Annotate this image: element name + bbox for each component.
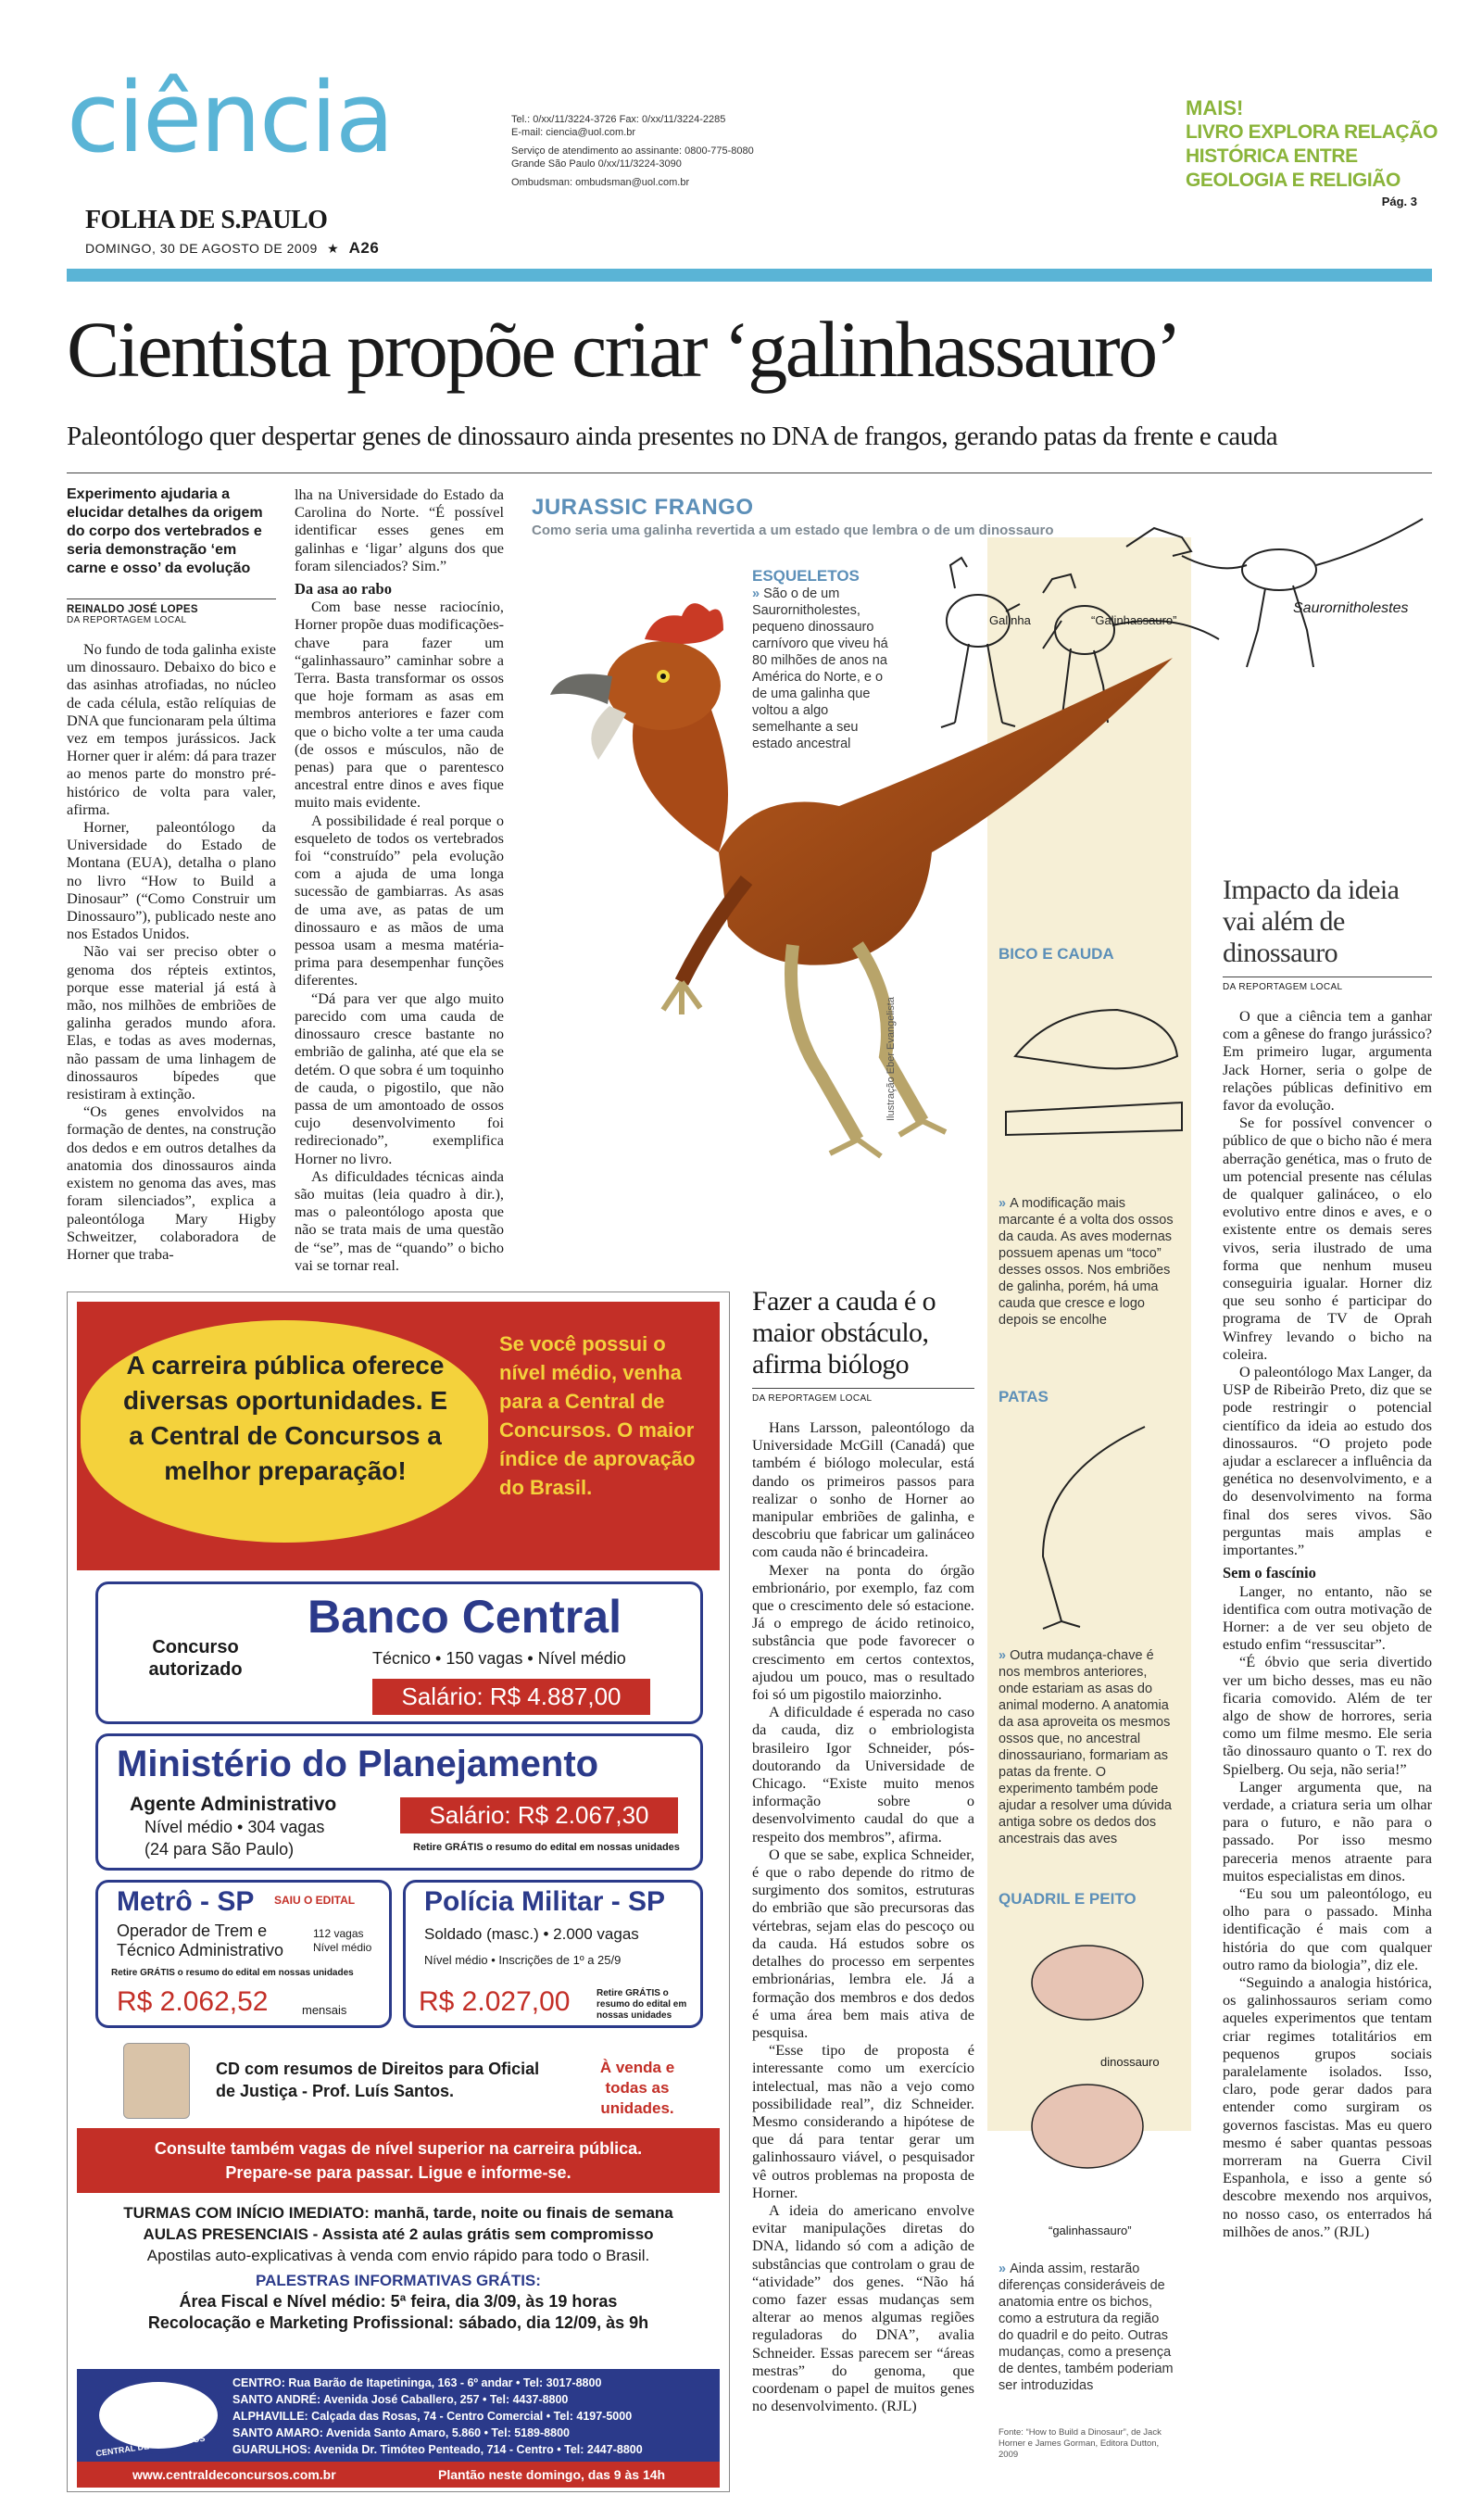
apostilas-text: Apostilas auto-explicativas à venda com envio rápido para todo o Brasil. bbox=[146, 2247, 650, 2264]
logo-text: CENTRAL DE CONCURSOS bbox=[94, 2433, 206, 2459]
avatar bbox=[123, 2043, 190, 2119]
bico-heading: BICO E CAUDA bbox=[998, 945, 1114, 963]
mp-note: Retire GRÁTIS o resumo do edital em nossas unidades bbox=[413, 1842, 680, 1853]
right-article-title: Impacto da ideia vai além de dinossauro bbox=[1223, 875, 1400, 968]
metro-title: Metrô - SP bbox=[117, 1886, 255, 1917]
paragraph: Langer argumenta que, na verdade, a criatura seria um olhar para o futuro, e não para o passado. Por isso mesmo pareceria menos atraente para muitos especialistas em dinos. bbox=[1223, 1777, 1432, 1884]
paragraph: Mexer na ponta do órgão embrionário, por exemplo, faz com que o crescimento dele só estacione. Já o emprego de ácido retinoico, substância que pode favorecer o crescimento em certos contextos, ajudou um pouco, mas o resultado foi só um pigostilo maiorzinho. bbox=[752, 1560, 974, 1704]
patas-text-body: Outra mudança-chave é nos membros anteriores, onde estariam as asas do animal moderno. A anatomia da asa aproveita os mesmos ossos que, no ancestral dinossauriano, formariam as patas da frente. O experimento também pode ajudar a resolver uma dúvida antiga sobre os dedos dos ancestrais das aves bbox=[998, 1648, 1172, 1846]
right-article bbox=[1223, 875, 1432, 2240]
mp-salary: Salário: R$ 2.067,30 bbox=[400, 1797, 678, 1833]
contact-email[interactable]: E-mail: ciencia@uol.com.br bbox=[511, 127, 636, 138]
paragraph: “Os genes envolvidos na formação de dentes, na construção dos dedos e em outros detalhes da anatomia dos dinossauros ainda existem no genoma das aves, mas foram silenciados”, explica a paleontóloga Mary Higby Schweitzer, colaboradora de Horner que traba- bbox=[67, 1102, 276, 1263]
bc-sub: Técnico • 150 vagas • Nível médio bbox=[372, 1649, 626, 1668]
ad-bubble-text: A carreira pública oferece diversas oportunidades. E a Central de Concursos a melhor preparação! bbox=[122, 1351, 448, 1485]
cd-badge: À venda e todas as unidades. bbox=[599, 2059, 675, 2117]
pm-note: Retire GRÁTIS o resumo do edital em nossas unidades bbox=[597, 1988, 687, 2021]
pm-salary: R$ 2.027,00 bbox=[419, 1986, 571, 2017]
teaser-kicker: MAIS! bbox=[1186, 96, 1244, 120]
ad-metro[interactable] bbox=[95, 1880, 392, 2028]
label-galinhassauro2: “galinhassauro” bbox=[1049, 2224, 1132, 2237]
page-number: A26 bbox=[348, 239, 380, 257]
headline-rule bbox=[67, 472, 1432, 473]
paragraph: O que se sabe, explica Schneider, é que o rabo depende do ritmo de surgimento dos somitos, estruturas do embrião que são precursoras das vértebras, sejam elas do pescoço ou da cauda. Há estudos sobre os detalhes do processo em serpentes embrionárias, lembra ele. Já a formação dos membros e dos dedos é uma área bem mais ativa de pesquisa. bbox=[752, 1845, 974, 2041]
byline: REINALDO JOSÉ LOPES bbox=[67, 598, 276, 615]
quadril-text-body: Ainda assim, restarão diferenças consideráveis de anatomia entre os bichos, como a estrutura da região do quadril e do peito. Outras mudanças, como a presença de dentes, também poderiam ser introduzidas bbox=[998, 2262, 1174, 2393]
bc-salary: Salário: R$ 4.887,00 bbox=[372, 1679, 650, 1715]
label-galinhassauro: “Galinhassauro” bbox=[1091, 613, 1177, 627]
main-article-col2 bbox=[295, 485, 504, 1274]
side-article-body bbox=[752, 1418, 974, 2414]
mp-role: Agente Administrativo bbox=[130, 1794, 337, 1815]
cd-text: CD com resumos de Direitos para Oficial de Justiça - Prof. Luís Santos. bbox=[216, 2060, 540, 2100]
address-item: SANTO ANDRÉ: Avenida José Caballero, 257 • Tel: 4437-8800 bbox=[232, 2393, 569, 2406]
main-article-col1 bbox=[67, 485, 276, 1263]
ad-band bbox=[77, 2128, 720, 2193]
teaser-page: Pág. 3 bbox=[1381, 195, 1417, 208]
paragraph: Horner, paleontólogo da Universidade do Estado de Montana (EUA), detalha o plano no livro “How to Build a Dinosaur” (“Como Construir um Dinossauro”), publicado neste ano nos Estados Unidos. bbox=[67, 818, 276, 943]
skeleton-text-body: São o de um Saurornitholestes, pequeno dinossauro carnívoro que viveu há 80 milhões de anos na América do Norte, e o de uma galinha que voltou a algo semelhante a seu estado ancestral bbox=[752, 586, 888, 751]
section-title: ciência bbox=[67, 61, 393, 174]
address-item: ALPHAVILLE: Calçada das Rosas, 74 - Centro Comercial • Tel: 4197-5000 bbox=[232, 2410, 633, 2423]
contact-phone: Tel.: 0/xx/11/3224-3726 Fax: 0/xx/11/3224-2285 bbox=[511, 114, 726, 125]
paragraph: “Dá para ver que algo muito parecido com uma cauda de dinossauro cresce bastante no embrião de galinha, até que ela se detém. O que sobra é um toquinho de cauda, o pigostilo, que não passa de um amontoado de ossos cujo desenvolvimento foi redirecionado”, exemplifica Horner no livro. bbox=[295, 989, 504, 1167]
metro-badge: SAIU O EDITAL bbox=[274, 1894, 356, 1907]
contact-subscriber: Serviço de atendimento ao assinante: 0800-775-8080 bbox=[511, 145, 754, 157]
paragraph: Não vai ser preciso obter o genoma dos répteis extintos, porque esse material já está à mão, nos milhões de embriões de galinha gerados mundo afora. Elas, e todas as aves modernas, não passam de uma linhagem de dinossauros bípedes que resistiram à extinção. bbox=[67, 942, 276, 1103]
address-item: SANTO AMARO: Avenida Santo Amaro, 5.860 • Tel: 5189-8800 bbox=[232, 2426, 570, 2439]
band-line2: Prepare-se para passar. Ligue e informe-se. bbox=[225, 2163, 571, 2182]
pm-title: Polícia Militar - SP bbox=[424, 1886, 666, 1917]
article-deck: Experimento ajudaria a elucidar detalhes da origem do corpo dos vertebrados e seria demonstração ‘em carne e osso’ da evolução bbox=[67, 486, 263, 576]
address-list bbox=[232, 2375, 714, 2458]
pm-sub: Nível médio • Inscrições de 1º a 25/9 bbox=[424, 1953, 622, 1967]
pm-role: Soldado (masc.) • 2.000 vagas bbox=[424, 1925, 639, 1943]
paragraph: “Eu sou um paleontólogo, eu olho para o passado. Minha identificação é mais com a história do que com qualquer outro ramo da biologia”, diz ele. bbox=[1223, 1884, 1432, 1973]
newspaper-logo: FOLHA DE S.PAULO bbox=[85, 206, 328, 234]
paragraph: “É óbvio que seria divertido ver um bicho desses, mas eu não ficaria comovido. Além de ter algo de show de horrores, seria como um filme mesmo. Ele seria tão dinossauro quanto o T. rex do Spielberg. Ou seja, não seria!” bbox=[1223, 1653, 1432, 1778]
palestras-title: PALESTRAS INFORMATIVAS GRÁTIS: bbox=[256, 2272, 541, 2289]
skeleton-heading: ESQUELETOS bbox=[752, 567, 860, 585]
ad-info bbox=[77, 2202, 720, 2334]
quadril-text: » Ainda assim, restarão diferenças consideráveis de anatomia entre os bichos, como a estrutura da região do quadril e do peito. Outras mudanças, como a presença de dentes, também poderiam ser introduzidas bbox=[998, 2262, 1174, 2393]
paragraph: A possibilidade é real porque o esqueleto de todos os vertebrados foi “construído” pela evolução com a ajuda de uma longa sucessão de gambiarras. As asas de uma ave, as patas de um dinossauro e as mãos de uma pessoa usam a mesma matéria-prima para desempenhar funções diferentes. bbox=[295, 811, 504, 989]
paragraph: Langer, no entanto, não se identifica com outra motivação de Horner: a de ver seu objeto de estudo enfim “ressuscitar”. bbox=[1223, 1581, 1432, 1654]
metro-salary: R$ 2.062,52 bbox=[117, 1986, 269, 2017]
paragraph: “Seguindo a analogia histórica, os galinhossauros seriam como aqueles experimentos que tentam criar regimes totalitários em pequenos grupos sociais paralelamente isolados. Isso, claro, pode gerar dados para entender como surgiram os governos fascistas. Mas eu quero mesmo é saber quantas pessoas morreram na Guerra Civil Espanhola, e isso a gente só descobre mexendo nos arquivos, no nosso caso, os enterrados há milhões de anos.” (RJL) bbox=[1223, 1972, 1432, 2240]
ad-ministerio[interactable] bbox=[95, 1733, 703, 1871]
patas-illustration bbox=[1006, 1418, 1191, 1631]
side-byline-sub: DA REPORTAGEM LOCAL bbox=[752, 1388, 974, 1404]
ad-headline-red: Se você possui o nível médio, venha para a Central de Concursos. O maior índice de aprovação do Brasil. bbox=[499, 1332, 696, 1499]
metro-salary-unit: mensais bbox=[302, 2003, 347, 2017]
right-article-body bbox=[1223, 1007, 1432, 2240]
address-item: CENTRO: Rua Barão de Itapetininga, 163 - 6º andar • Tel: 3017-8800 bbox=[232, 2376, 602, 2389]
paragraph: Hans Larsson, paleontólogo da Universidade McGill (Canadá) que também é biólogo molecular, está dando os primeiros passos para realizar o sonho de Horner ao manipular embriões de galinha, e descobriu que fabricar um galináceo com cauda não é brincadeira. bbox=[752, 1418, 974, 1561]
label-dinossauro: dinossauro bbox=[1100, 2055, 1160, 2069]
subhead: Sem o fascínio bbox=[1223, 1564, 1316, 1582]
paragraph: lha na Universidade do Estado da Carolina do Norte. “É possível identificar esses genes em galinhas e ‘ligar’ alguns dos que foram silenciados? Sim.” bbox=[295, 485, 504, 574]
right-byline-sub: DA REPORTAGEM LOCAL bbox=[1223, 976, 1432, 992]
paragraph: Se for possível convencer o público de que o bicho não é mera aberração genética, mas o fruto de um potencial presente nas células de qualquer galináceo, o elo evolutivo entre dinos e aves, e o existente entre os demais seres vivos, seria ilustrado de uma forma que nenhum museu conseguiria igualar. Horner diz que seu sonho é participar do programa de TV de Oprah Winfrey levando o bicho na coleira. bbox=[1223, 1114, 1432, 1363]
graphic-source: Fonte: “How to Build a Dinosaur”, de Jack Horner e James Gorman, Editora Dutton, 2009 bbox=[998, 2427, 1162, 2460]
side-article-title: Fazer a cauda é o maior obstáculo, afirma biólogo bbox=[752, 1286, 936, 1380]
article-body bbox=[67, 640, 276, 1263]
mp-title: Ministério do Planejamento bbox=[117, 1744, 599, 1784]
metro-vagas: 112 vagas Nível médio bbox=[313, 1927, 372, 1954]
graphic-subtitle: Como seria uma galinha revertida a um estado que lembra o de um dinossauro bbox=[532, 523, 1054, 538]
subheadline: Paleontólogo quer despertar genes de dinossauro ainda presentes no DNA de frangos, gerando patas da frente e cauda bbox=[67, 422, 1278, 451]
paragraph: Com base nesse raciocínio, Horner propõe duas modificações-chave para fazer um “galinhassauro” caminhar sobre a Terra. Basta transformar os ossos que hoje formam as asas em membros anteriores e fazer com que o bicho volte a ter uma cauda (de ossos e músculos, não de penas) para que o parentesco ancestral entre dinos e aves fique muito mais evidente. bbox=[295, 598, 504, 812]
contact-grande-sp: Grande São Paulo 0/xx/11/3224-3090 bbox=[511, 158, 682, 170]
palestra2: Recolocação e Marketing Profissional: sábado, dia 12/09, às 9h bbox=[147, 2313, 649, 2332]
ad-plantao: Plantão neste domingo, das 9 às 14h bbox=[438, 2467, 666, 2482]
bico-text: » A modificação mais marcante é a volta dos ossos da cauda. As aves modernas possuem apenas um “toco” desses ossos. Nos embriões de galinha, porém, há uma cauda que cresce e logo depois se encolhe bbox=[998, 1196, 1174, 1328]
bico-illustration bbox=[997, 973, 1191, 1158]
ad-policia[interactable] bbox=[403, 1880, 703, 2028]
dateline: DOMINGO, 30 DE AGOSTO DE 2009 ★ A26 bbox=[85, 239, 380, 257]
metro-role: Operador de Trem e Técnico Administrativo bbox=[117, 1922, 284, 1959]
side-article bbox=[752, 1286, 974, 2414]
paragraph: O paleontólogo Max Langer, da USP de Ribeirão Preto, diz que se pode restringir o potencial científico da ideia ao estudo dos dinossauros. “O projeto pode ajudar a esclarecer a influência da genética no desenvolvimento, e a do desenvolvimento na forma final dos seres vivos. São perguntas mais amplas e importantes.” bbox=[1223, 1363, 1432, 1559]
mp-sub: Nível médio • 304 vagas bbox=[144, 1818, 325, 1836]
aulas-text: AULAS PRESENCIAIS - Assista até 2 aulas grátis sem compromisso bbox=[143, 2225, 654, 2243]
metro-note: Retire GRÁTIS o resumo do edital em nossas unidades bbox=[111, 1968, 354, 1978]
ad-website-link[interactable]: www.centraldeconcursos.com.br bbox=[132, 2467, 336, 2482]
graphic-title: JURASSIC FRANGO bbox=[532, 495, 754, 520]
band-line1: Consulte também vagas de nível superior na carreira pública. bbox=[154, 2139, 643, 2158]
label-saurornitholestes: Saurornitholestes bbox=[1293, 600, 1409, 616]
illustration-credit: Ilustração Eber Evangelista bbox=[885, 997, 897, 1121]
paragraph: As dificuldades técnicas ainda são muitas (leia quadro à dir.), mas o paleontólogo aposta que não se trata mais de uma questão de “se”, mas de “quando” o bicho vai se tornar real. bbox=[295, 1166, 504, 1274]
paragraph: “Esse tipo de proposta é interessante como um exercício intelectual, mas não a vejo como possibilidade real”, diz Schneider. Mesmo considerando a hipótese de que dá para tentar gerar um galinhossauro viável, o pesquisador vê outros problemas na proposta de Horner. bbox=[752, 2041, 974, 2201]
turmas-text: TURMAS COM INÍCIO IMEDIATO: manhã, tarde, noite ou finais de semana bbox=[123, 2204, 673, 2222]
subhead: Da asa ao rabo bbox=[295, 580, 392, 598]
palestra1: Área Fiscal e Nível médio: 5ª feira, dia 3/09, às 19 horas bbox=[179, 2292, 618, 2311]
teaser-text: LIVRO EXPLORA RELAÇÃO HISTÓRICA ENTRE GEOLOGIA E RELIGIÃO bbox=[1186, 121, 1438, 191]
paragraph: A ideia do americano envolve evitar manipulações diretas do DNA, lidando só com a adição de substâncias que controlam o grau de “atividade” dos genes. “Não há como fazer essas mudanças sem alterar ao menos algumas regiões reguladoras do DNA”, avalia Schneider. Essas parecem ser “áreas mestras” do genoma, que coordenam o papel de muitos genes no desenvolvimento. (RJL) bbox=[752, 2200, 974, 2415]
address-item: GUARULHOS: Avenida Dr. Timóteo Penteado, 714 - Centro • Tel: 2447-8800 bbox=[232, 2443, 643, 2456]
patas-text: » Outra mudança-chave é nos membros anteriores, onde estariam as asas do animal moderno. A anatomia da asa aproveita os mesmos ossos que, no ancestral dinossauriano, formariam as patas da frente. O experimento também pode ajudar a resolver uma dúvida antiga sobre os dedos dos ancestrais das aves bbox=[998, 1648, 1172, 1846]
headline: Cientista propõe criar ‘galinhassauro’ bbox=[67, 305, 1180, 394]
date-text: DOMINGO, 30 DE AGOSTO DE 2009 bbox=[85, 241, 318, 256]
ad-banco-central[interactable] bbox=[95, 1581, 703, 1724]
ad-cd-row[interactable] bbox=[95, 2041, 703, 2121]
bico-text-body: A modificação mais marcante é a volta dos ossos da cauda. As aves modernas possuem apenas um “toco” desses ossos. Nos embriões de galinha, porém, há uma cauda que cresce e logo depois se encolhe bbox=[998, 1196, 1174, 1328]
bc-left: Concurso autorizado bbox=[148, 1637, 243, 1680]
paragraph: A dificuldade é esperada no caso da cauda, diz o embriologista brasileiro Igor Schneider, pós-doutorando da Universidade de Chicago. “Existe muito menos informação sobre o desenvolvimento caudal do que a respeito dos membros”, afirma. bbox=[752, 1703, 974, 1846]
contact-ombudsman[interactable]: Ombudsman: ombudsman@uol.com.br bbox=[511, 177, 690, 188]
masthead-rule bbox=[67, 269, 1432, 282]
bc-title: Banco Central bbox=[308, 1591, 622, 1643]
ad-footer bbox=[77, 2462, 720, 2488]
paragraph: O que a ciência tem a ganhar com a gênese do frango jurássico? Em primeiro lugar, argumenta Jack Horner, seria o golpe de relações públicas definitivo em favor da evolução. bbox=[1223, 1007, 1432, 1115]
teaser-box[interactable] bbox=[1186, 96, 1445, 208]
patas-heading: PATAS bbox=[998, 1388, 1049, 1405]
byline-sub: DA REPORTAGEM LOCAL bbox=[67, 615, 187, 625]
quadril-heading: QUADRIL E PEITO bbox=[998, 1890, 1137, 1908]
mp-sub2: (24 para São Paulo) bbox=[144, 1840, 295, 1858]
label-galinha: Galinha bbox=[989, 613, 1031, 627]
quadril-illustration bbox=[1004, 1927, 1189, 2205]
paragraph: No fundo de toda galinha existe um dinossauro. Debaixo do bico e das asinhas atrofiadas, no núcleo de cada célula, estão relíquias de DNA que funcionaram pela última vez em tempos jurássicos. Jack Horner quer ir além: dá para trazer ao menos parte do monstro pré-histórico de volta para valer, afirma. bbox=[67, 640, 276, 818]
skeleton-text: » São o de um Saurornitholestes, pequeno dinossauro carnívoro que viveu há 80 milhões de anos na América do Norte, e o de uma galinha que voltou a algo semelhante a seu estado ancestral bbox=[752, 586, 888, 751]
contact-info bbox=[511, 113, 754, 189]
advertisement[interactable] bbox=[67, 1292, 730, 2492]
